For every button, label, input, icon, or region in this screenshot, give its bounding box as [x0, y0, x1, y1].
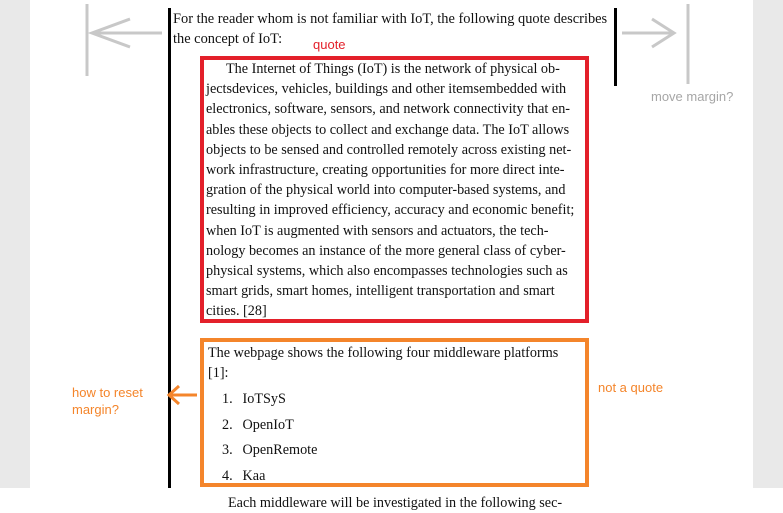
quote-line: electronics, software, sensors, and network connectivity that en- [206, 101, 571, 118]
quote-line: cities. [28] [206, 303, 267, 320]
right-gray-margin [753, 0, 783, 488]
quote-block [206, 59, 578, 322]
intro-paragraph [173, 9, 613, 49]
intro-line: For the reader whom is not familiar with IoT, the following quote describes [173, 11, 608, 27]
orange-left-arrow-icon [165, 383, 199, 407]
quote-line: when IoT is augmented with sensors and actuators, the tech- [206, 222, 549, 239]
list-item-label: IoTSyS [242, 391, 286, 407]
quote-line: resulting in improved efficiency, accuracy and economic benefit; [206, 202, 575, 219]
intro-line: the concept of IoT: [173, 31, 283, 47]
reset-margin-line: margin? [72, 402, 119, 417]
quote-line: nology becomes an instance of the more general class of cyber- [206, 242, 566, 259]
left-arrow-icon [84, 4, 164, 76]
list-item-number: 2. [222, 416, 233, 433]
right-arrow-icon [622, 4, 694, 84]
quote-annotation: quote [313, 37, 346, 52]
quote-line: jectsdevices, vehicles, buildings and other itemsembedded with [206, 81, 567, 98]
left-gray-margin [0, 0, 30, 488]
move-margin-annotation: move margin? [651, 89, 734, 104]
reset-margin-line: how to reset [72, 385, 143, 400]
quote-line: ables these objects to collect and exchange data. The IoT allows [206, 121, 570, 138]
list-item-label: Kaa [242, 467, 266, 484]
list-item [208, 415, 580, 441]
middleware-list [208, 389, 580, 491]
quote-line: The Internet of Things (IoT) is the network of physical ob- [226, 61, 560, 77]
quote-line: objects to be sensed and controlled remotely across existing net- [206, 141, 572, 158]
right-margin-rule [614, 8, 617, 86]
middleware-section [208, 343, 580, 513]
list-item-number: 4. [222, 467, 233, 484]
list-item [208, 389, 580, 415]
list-item-label: OpenIoT [242, 416, 294, 433]
list-item-number: 1. [222, 391, 233, 407]
quote-line: smart grids, smart homes, intelligent transportation and smart [206, 283, 555, 300]
quote-line: gration of the physical world into computer-based systems, and [206, 182, 566, 199]
reset-margin-annotation [72, 384, 162, 418]
list-item [208, 440, 580, 466]
left-margin-rule [168, 8, 171, 488]
list-item-number: 3. [222, 442, 233, 458]
middleware-lead: The webpage shows the following four middleware platforms [1]: [208, 345, 559, 381]
list-item [208, 466, 580, 492]
middleware-tail: Each middleware will be investigated in the following sec- [228, 495, 563, 511]
list-item-label: OpenRemote [242, 442, 318, 458]
quote-line: work infrastructure, creating opportunities for more direct inte- [206, 162, 565, 179]
quote-line: physical systems, which also encompasses technologies such as [206, 263, 568, 280]
middleware-highlight-box [200, 338, 589, 511]
not-a-quote-annotation: not a quote [598, 380, 664, 395]
